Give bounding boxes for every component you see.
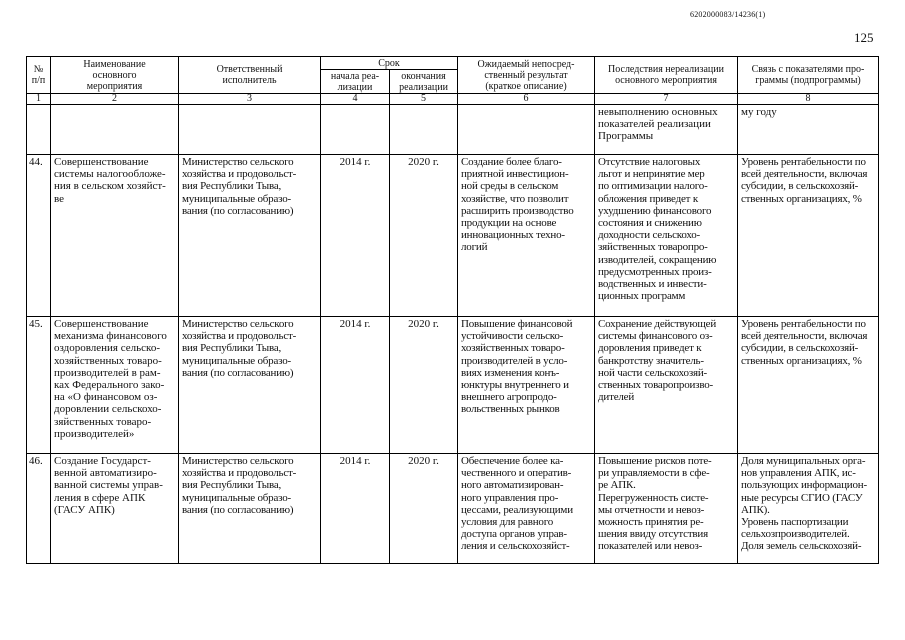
- column-number: 2: [51, 94, 179, 105]
- text-line: Отсутствие налоговых: [598, 156, 701, 168]
- text-line: показателей или невоз-: [598, 540, 703, 553]
- text-line: вания (по согласованию): [182, 503, 294, 516]
- text-line: ванной системы управ-: [54, 479, 163, 492]
- responsible-cell: [179, 454, 321, 564]
- column-number: 3: [179, 94, 321, 105]
- text-line: (ГАСУ АПК): [54, 503, 115, 516]
- text-line: производителей»: [54, 427, 135, 440]
- text-line: ного автоматизирован-: [461, 479, 564, 492]
- text-line: приятной инвестицион-: [461, 168, 569, 181]
- text-line: ления в сфере АПК: [54, 491, 146, 504]
- indicator-link-cell: [738, 454, 879, 564]
- text-line: Доля земель сельскохозяй-: [741, 540, 862, 553]
- text-line: лизации: [337, 81, 373, 93]
- text-line: Создание более благо-: [461, 156, 562, 168]
- text-line: дителей: [598, 391, 635, 404]
- text-line: ственных организациях, %: [741, 192, 862, 205]
- text-line: №: [33, 64, 44, 75]
- text-line: муниципальные образо-: [182, 491, 292, 504]
- text-line: ухудшению финансового: [598, 204, 712, 217]
- text-line: системы финансового оз-: [598, 330, 713, 343]
- text-line: условия для равного: [461, 516, 554, 529]
- text-line: венной автоматизиро-: [54, 467, 157, 480]
- text-line: исполнитель: [222, 75, 277, 86]
- consequences-cell: [595, 155, 738, 317]
- header-indicator-link: [738, 57, 879, 94]
- text-line: хозяйственных товаро-: [461, 342, 565, 355]
- continuation-consequences: [595, 105, 738, 155]
- responsible-cell: [179, 317, 321, 454]
- text-line: ные ресурсы СГИО (ГАСУ: [741, 491, 863, 504]
- row-number: 45.: [27, 317, 51, 454]
- text-line: Наименование: [83, 58, 146, 70]
- continuation-link: [738, 105, 879, 155]
- text-line: изводителей, сокращению: [598, 253, 717, 266]
- header-activity-name: [51, 57, 179, 94]
- text-line: ного управления про-: [461, 491, 559, 504]
- activity-name-cell: [51, 454, 179, 564]
- text-line: доровления приведет к: [598, 342, 702, 355]
- header-start: [321, 70, 390, 94]
- text-line: внешнего агропродо-: [461, 391, 557, 404]
- text-line: ния в сельском хозяйст-: [54, 180, 166, 193]
- text-line: основного: [92, 69, 137, 81]
- text-line: вания (по согласованию): [182, 366, 294, 379]
- text-line: Перегруженность систе-: [598, 491, 709, 504]
- text-line: состояния и снижению: [598, 217, 702, 230]
- text-line: Обеспечение более ка-: [461, 455, 564, 467]
- text-line: АПК).: [741, 503, 770, 516]
- text-line: вия Республики Тыва,: [182, 479, 282, 492]
- text-line: устойчивости сельско-: [461, 330, 564, 343]
- text-line: механизма финансового: [54, 330, 167, 343]
- text-line: чественного и оператив-: [461, 467, 572, 480]
- text-line: пользующих информацион-: [741, 479, 867, 492]
- table-row: [27, 155, 879, 317]
- column-number: 6: [458, 94, 595, 105]
- end-date-cell: 2020 г.: [390, 155, 458, 317]
- text-line: мы отчетности и невоз-: [598, 503, 705, 516]
- text-line: оздоровления сельско-: [54, 342, 160, 355]
- text-line: юнктуры внутреннего и: [461, 379, 569, 392]
- text-line: ках Федерального зако-: [54, 379, 165, 392]
- text-line: системы налогообложе-: [54, 168, 166, 181]
- text-line: Повышение финансовой: [461, 318, 573, 330]
- text-line: ционных программ: [598, 290, 686, 303]
- text-line: шения ввиду отсутствия: [598, 528, 708, 541]
- header-num: [27, 57, 51, 94]
- column-number-row: [27, 94, 879, 105]
- text-line: основного мероприятия: [615, 75, 717, 86]
- column-number: 4: [321, 94, 390, 105]
- text-line: нов управления АПК, ис-: [741, 467, 856, 480]
- text-line: Сохранение действующей: [598, 318, 717, 330]
- text-line: ственных организациях, %: [741, 354, 862, 367]
- indicator-link-cell: [738, 317, 879, 454]
- text-line: муниципальные образо-: [182, 354, 292, 367]
- text-line: хозяйства и продовольст-: [182, 330, 297, 343]
- text-line: хозяйства и продовольст-: [182, 168, 297, 181]
- text-line: Совершенствование: [54, 318, 149, 330]
- text-line: льгот и непринятие мер: [598, 168, 705, 181]
- text-line: показателей реализации: [598, 118, 711, 131]
- text-line: зяйственных товаропро-: [598, 241, 708, 254]
- consequences-cell: [595, 317, 738, 454]
- text-line: начала реа-: [330, 70, 380, 82]
- text-line: вия Республики Тыва,: [182, 342, 282, 355]
- text-line: (краткое описание): [485, 80, 567, 92]
- column-number: 5: [390, 94, 458, 105]
- text-line: ной среды в сельском: [461, 180, 559, 193]
- text-line: сельхозпроизводителей.: [741, 528, 850, 541]
- text-line: по оптимизации налого-: [598, 180, 708, 193]
- text-line: производителей в рам-: [54, 366, 161, 379]
- text-line: логий: [461, 241, 488, 254]
- row-number: 46.: [27, 454, 51, 564]
- text-line: ственных товаропроизво-: [598, 379, 714, 392]
- document-id: 6202000083/14236(1): [690, 10, 766, 19]
- text-line: виях изменения конъ-: [461, 366, 560, 379]
- text-line: Министерство сельского: [182, 455, 294, 467]
- text-line: ления и сельскохозяйст-: [461, 540, 570, 553]
- activity-name-cell: [51, 155, 179, 317]
- indicator-link-cell: [738, 155, 879, 317]
- continuation-row: [27, 105, 879, 155]
- expected-result-cell: [458, 155, 595, 317]
- activity-name-cell: [51, 317, 179, 454]
- responsible-cell: [179, 155, 321, 317]
- text-line: невыполнению основных: [598, 106, 718, 118]
- text-line: граммы (подпрограммы): [755, 75, 861, 86]
- text-line: Ответственный: [216, 64, 283, 75]
- text-line: хозяйственных товаро-: [54, 354, 162, 367]
- text-line: мероприятия: [86, 80, 143, 92]
- text-line: окончания: [401, 70, 446, 82]
- text-line: п/п: [31, 75, 46, 86]
- text-line: Министерство сельского: [182, 156, 294, 168]
- header-end: [390, 70, 458, 94]
- row-number: 44.: [27, 155, 51, 317]
- start-date-cell: 2014 г.: [321, 317, 390, 454]
- start-date-cell: 2014 г.: [321, 454, 390, 564]
- text-line: банкротству значитель-: [598, 354, 704, 367]
- text-line: обложения приведет к: [598, 192, 698, 205]
- expected-result-cell: [458, 317, 595, 454]
- text-line: Создание Государст-: [54, 455, 151, 467]
- text-line: водственных и инвести-: [598, 278, 707, 291]
- text-line: Ожидаемый непосред-: [477, 58, 575, 70]
- text-line: Совершенствование: [54, 156, 149, 168]
- text-line: производителей в усло-: [461, 354, 568, 367]
- text-line: ственный результат: [484, 69, 568, 81]
- text-line: ри управляемости в сфе-: [598, 467, 710, 480]
- text-line: реализации: [399, 81, 448, 93]
- text-line: вия Республики Тыва,: [182, 180, 282, 193]
- text-line: доходности сельскохо-: [598, 229, 701, 242]
- text-line: ре АПК.: [598, 479, 636, 492]
- text-line: субсидии, в сельскохозяй-: [741, 180, 859, 193]
- header-term: Срок: [321, 57, 458, 70]
- text-line: на «О финансовом оз-: [54, 391, 158, 404]
- table-row: [27, 454, 879, 564]
- end-date-cell: 2020 г.: [390, 317, 458, 454]
- end-date-cell: 2020 г.: [390, 454, 458, 564]
- text-line: вольственных рынков: [461, 403, 560, 416]
- text-line: Уровень рентабельности по: [741, 156, 866, 168]
- text-line: доступа органов управ-: [461, 528, 567, 541]
- text-line: вания (по согласованию): [182, 204, 294, 217]
- text-line: му году: [741, 106, 777, 118]
- text-line: Доля муниципальных орга-: [741, 455, 866, 467]
- text-line: предусмотренных произ-: [598, 265, 712, 278]
- text-line: Программы: [598, 130, 654, 143]
- column-number: 1: [27, 94, 51, 105]
- text-line: хозяйстве, что позволит: [461, 192, 569, 205]
- text-line: ной части сельскохозяй-: [598, 366, 707, 379]
- text-line: можность принятия ре-: [598, 516, 704, 529]
- header-expected-result: [458, 57, 595, 94]
- text-line: расширить производство: [461, 204, 574, 217]
- text-line: всей деятельности, включая: [741, 330, 868, 343]
- text-line: инновационных техно-: [461, 229, 565, 242]
- text-line: всей деятельности, включая: [741, 168, 868, 181]
- text-line: муниципальные образо-: [182, 192, 292, 205]
- start-date-cell: 2014 г.: [321, 155, 390, 317]
- text-line: Министерство сельского: [182, 318, 294, 330]
- expected-result-cell: [458, 454, 595, 564]
- column-number: 7: [595, 94, 738, 105]
- text-line: зяйственных товаро-: [54, 415, 152, 428]
- header-consequences: [595, 57, 738, 94]
- text-line: субсидии, в сельскохозяй-: [741, 342, 859, 355]
- text-line: хозяйства и продовольст-: [182, 467, 297, 480]
- page-number: 125: [854, 30, 874, 45]
- header-num-text: [29, 64, 48, 86]
- table-row: [27, 317, 879, 454]
- text-line: Уровень паспортизации: [741, 516, 849, 529]
- text-line: Связь с показателями про-: [751, 64, 865, 75]
- activities-table: [26, 56, 879, 564]
- column-number: 8: [738, 94, 879, 105]
- text-line: цессами, реализующими: [461, 503, 573, 516]
- text-line: Повышение рисков поте-: [598, 455, 712, 467]
- text-line: доровлении сельскохо-: [54, 403, 162, 416]
- consequences-cell: [595, 454, 738, 564]
- text-line: Последствия нереализации: [608, 64, 724, 75]
- text-line: продукции на основе: [461, 217, 557, 230]
- text-line: ве: [54, 192, 65, 205]
- header-responsible: [179, 57, 321, 94]
- text-line: Уровень рентабельности по: [741, 318, 866, 330]
